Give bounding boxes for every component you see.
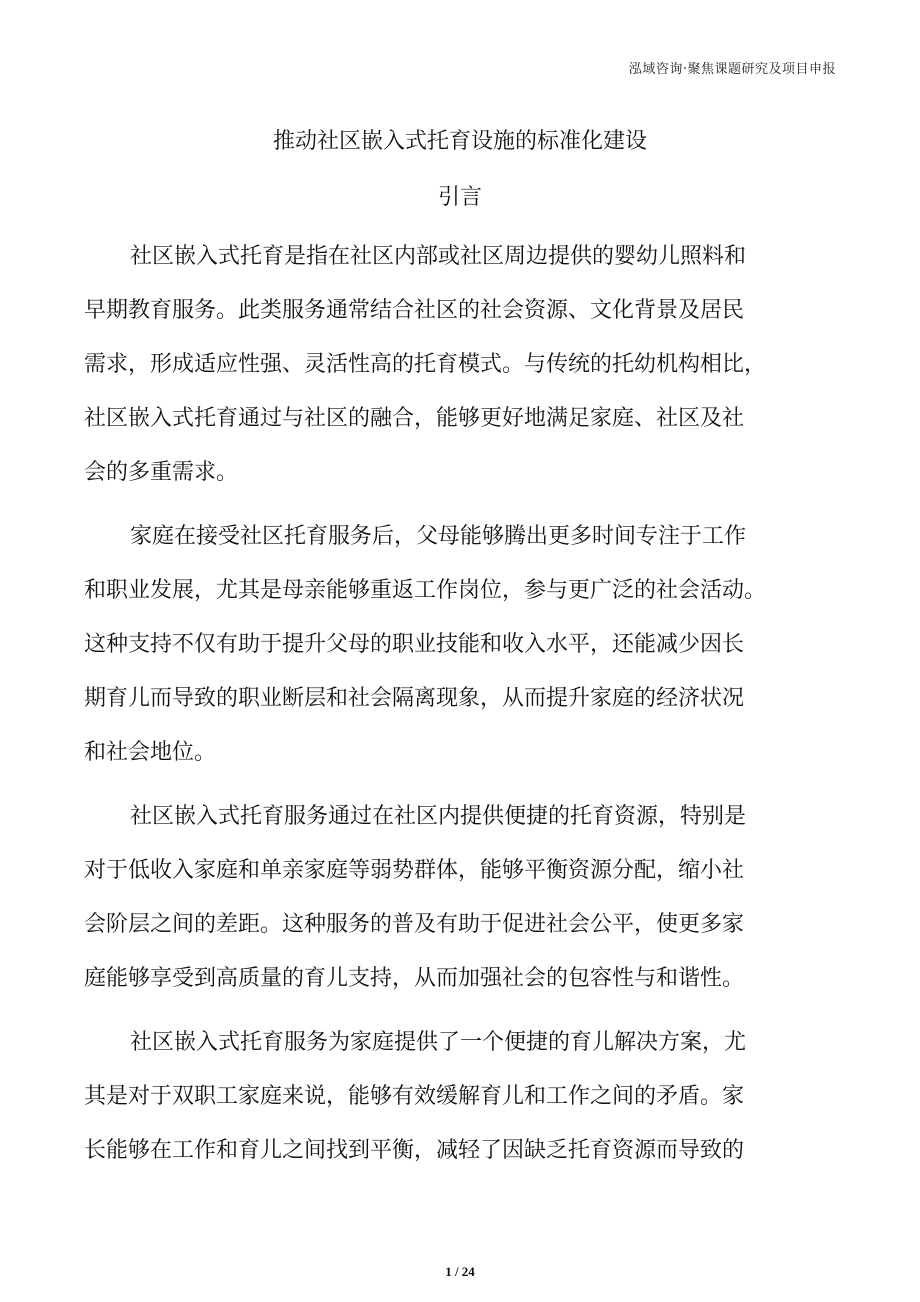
text-line: 家庭在接受社区托育服务后，父母能够腾出更多时间专注于工作	[130, 524, 747, 549]
text-line: 长能够在工作和育儿之间找到平衡，减轻了因缺乏托育资源而导致的	[84, 1138, 745, 1163]
paragraph	[84, 790, 836, 1006]
text-line: 社区嵌入式托育服务为家庭提供了一个便捷的育儿解决方案，尤	[130, 1030, 747, 1055]
header-note: 泓域咨询·聚焦课题研究及项目申报	[628, 62, 836, 77]
text-line: 会阶层之间的差距。这种服务的普及有助于促进社会公平，使更多家	[84, 912, 745, 937]
page-indicator: 1 / 24	[445, 1264, 475, 1279]
text-line: 社区嵌入式托育是指在社区内部或社区周边提供的婴幼儿照料和	[130, 244, 747, 269]
text-line: 和社会地位。	[84, 740, 217, 765]
text-line: 期育儿而导致的职业断层和社会隔离现象，从而提升家庭的经济状况	[84, 686, 745, 711]
text-line: 社区嵌入式托育服务通过在社区内提供便捷的托育资源，特别是	[130, 804, 747, 829]
paragraph	[84, 230, 836, 500]
text-line: 对于低收入家庭和单亲家庭等弱势群体，能够平衡资源分配，缩小社	[84, 858, 745, 883]
document-title: 推动社区嵌入式托育设施的标准化建设	[272, 129, 647, 154]
text-line: 会的多重需求。	[84, 460, 239, 485]
paragraph	[84, 510, 836, 780]
text-line: 和职业发展，尤其是母亲能够重返工作岗位，参与更广泛的社会活动。	[84, 578, 767, 603]
text-line: 早期教育服务。此类服务通常结合社区的社会资源、文化背景及居民	[84, 298, 745, 323]
document-body	[84, 230, 836, 1188]
paragraph	[84, 1016, 836, 1178]
text-line: 这种支持不仅有助于提升父母的职业技能和收入水平，还能减少因长	[84, 632, 745, 657]
text-line: 其是对于双职工家庭来说，能够有效缓解育儿和工作之间的矛盾。家	[84, 1084, 745, 1109]
text-line: 庭能够享受到高质量的育儿支持，从而加强社会的包容性与和谐性。	[84, 966, 745, 991]
section-title: 引言	[437, 185, 482, 210]
text-line: 需求，形成适应性强、灵活性高的托育模式。与传统的托幼机构相比，	[84, 352, 767, 377]
text-line: 社区嵌入式托育通过与社区的融合，能够更好地满足家庭、社区及社	[84, 406, 745, 431]
